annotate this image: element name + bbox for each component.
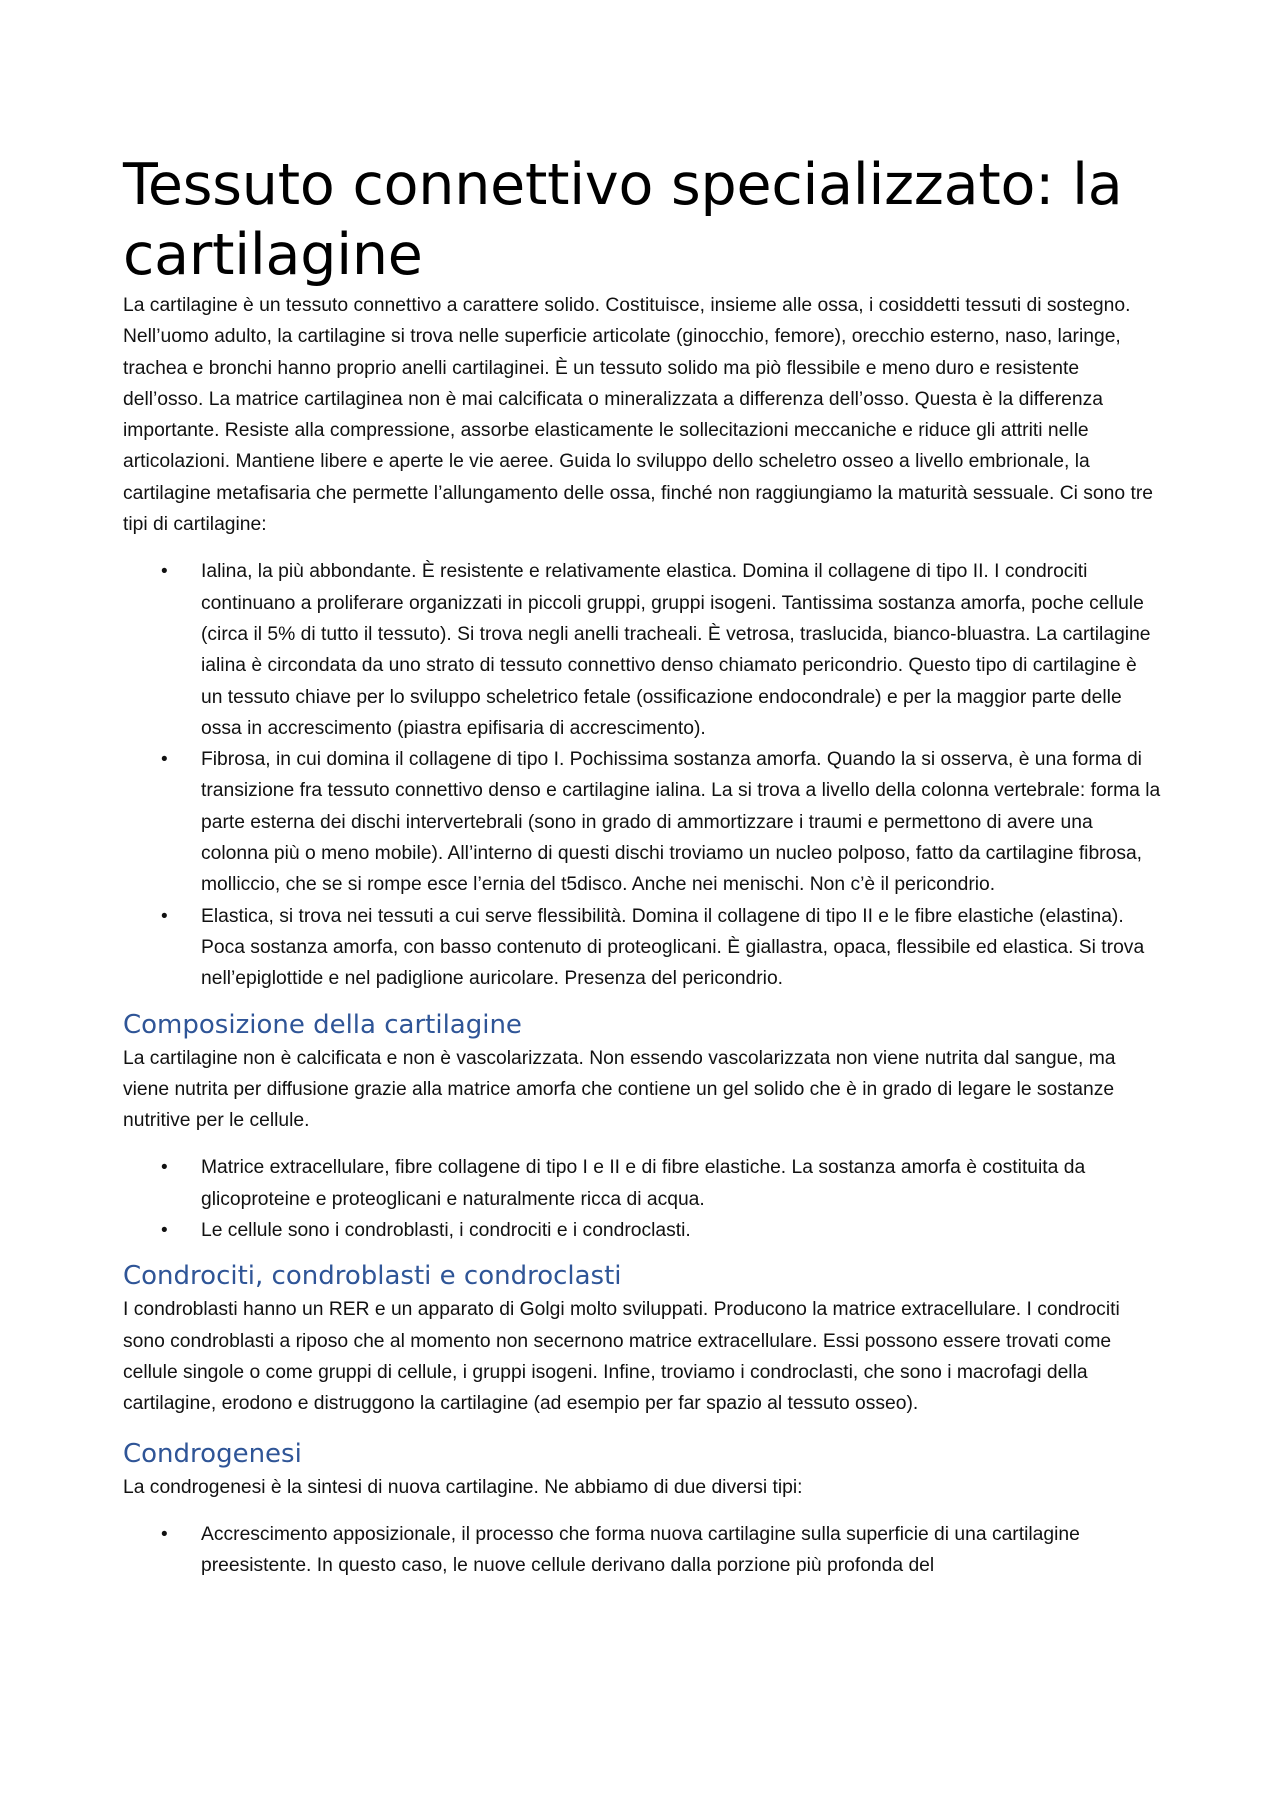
- list-item: [123, 556, 1163, 744]
- list-item: [123, 744, 1163, 900]
- bullet-icon: •: [161, 561, 168, 583]
- list-item: [123, 1152, 1163, 1215]
- list-item: [123, 1519, 1163, 1582]
- cartilage-types-list: [123, 556, 1163, 994]
- cells-paragraph: I condroblasti hanno un RER e un apparato di Golgi molto sviluppati. Producono la matrice extracellulare. I condrociti sono condroblasti a riposo che al momento non secernono matrice extracellulare. Essi possono essere trovati come cellule singole o come gruppi di cellule, i gruppi isogeni. Infine, troviamo i condroclasti, che sono i macrofagi della cartilagine, erodono e distruggono la cartilagine (ad esempio per far spazio al tessuto osseo).: [123, 1299, 1120, 1415]
- list-item-text: Elastica, si trova nei tessuti a cui serve flessibilità. Domina il collagene di tipo II e le fibre elastiche (elastina). Poca sostanza amorfa, con basso contenuto di proteoglicani. È giallastra, opaca, flessibile ed elastica. Si trova nell’epiglottide e nel padiglione auricolare. Presenza del pericondrio.: [201, 905, 1145, 990]
- page-title: Tessuto connettivo specializzato: la cartilagine: [123, 152, 1123, 288]
- intro-paragraph: La cartilagine è un tessuto connettivo a carattere solido. Costituisce, insieme alle ossa, i cosiddetti tessuti di sostegno. Nell’uomo adulto, la cartilagine si trova nelle superficie articolate (ginocchio, femore), orecchio esterno, naso, laringe, trachea e bronchi hanno proprio anelli cartilaginei. È un tessuto solido ma piò flessibile e meno duro e resistente dell’osso. La matrice cartilaginea non è mai calcificata o mineralizzata a differenza dell’osso. Questa è la differenza importante. Resiste alla compressione, assorbe elasticamente le sollecitazioni meccaniche e riduce gli attriti nelle articolazioni. Mantiene libere e aperte le vie aeree. Guida lo sviluppo dello scheletro osseo a livello embrionale, la cartilagine metafisaria che permette l’allungamento delle ossa, finché non raggiungiamo la maturità sessuale. Ci sono tre tipi di cartilagine:: [123, 295, 1153, 536]
- document-content: [123, 150, 1163, 1593]
- section-heading-cells: Condrociti, condroblasti e condroclasti: [123, 1261, 622, 1292]
- section-heading-composition: Composizione della cartilagine: [123, 1009, 522, 1040]
- composition-list: [123, 1152, 1163, 1246]
- section-heading-chondrogenesis: Condrogenesi: [123, 1438, 302, 1469]
- list-item: [123, 901, 1163, 995]
- list-item-text: Matrice extracellulare, fibre collagene di tipo I e II e di fibre elastiche. La sostanza amorfa è costituita da glicoproteine e proteoglicani e naturalmente ricca di acqua.: [201, 1157, 1086, 1210]
- composition-paragraph: La cartilagine non è calcificata e non è vascolarizzata. Non essendo vascolarizzata non viene nutrita dal sangue, ma viene nutrita per diffusione grazie alla matrice amorfa che contiene un gel solido che è in grado di legare le sostanze nutritive per le cellule.: [123, 1047, 1116, 1132]
- list-item-text: Accrescimento apposizionale, il processo che forma nuova cartilagine sulla superficie di una cartilagine preesistente. In questo caso, le nuove cellule derivano dalla porzione più profonda del: [201, 1523, 1080, 1577]
- bullet-icon: •: [161, 1220, 168, 1242]
- bullet-icon: •: [161, 1523, 168, 1545]
- bullet-icon: •: [161, 1157, 168, 1179]
- chondrogenesis-paragraph: La condrogenesi è la sintesi di nuova cartilagine. Ne abbiamo di due diversi tipi:: [123, 1476, 803, 1498]
- chondrogenesis-list: [123, 1519, 1163, 1582]
- list-item-text: Ialina, la più abbondante. È resistente e relativamente elastica. Domina il collagene di tipo II. I condrociti continuano a proliferare organizzati in piccoli gruppi, gruppi isogeni. Tantissima sostanza amorfa, poche cellule (circa il 5% di tutto il tessuto). Si trova negli anelli tracheali. È vetrosa, traslucida, bianco-bluastra. La cartilagine ialina è circondata da uno strato di tessuto connettivo denso chiamato pericondrio. Questo tipo di cartilagine è un tessuto chiave per lo sviluppo scheletrico fetale (ossificazione endocondrale) e per la maggior parte delle ossa in accrescimento (piastra epifisaria di accrescimento).: [201, 561, 1151, 739]
- list-item-text: Fibrosa, in cui domina il collagene di tipo I. Pochissima sostanza amorfa. Quando la si osserva, è una forma di transizione fra tessuto connettivo denso e cartilagine ialina. La si trova a livello della colonna vertebrale: forma la parte esterna dei dischi intervertebrali (sono in grado di ammortizzare i traumi e permettono di avere una colonna più o meno mobile). All’interno di questi dischi troviamo un nucleo polposo, fatto da cartilagine fibrosa, molliccio, che se si rompe esce l’ernia del t5disco. Anche nei menischi. Non c’è il pericondrio.: [201, 749, 1161, 896]
- bullet-icon: •: [161, 905, 168, 927]
- list-item-text: Le cellule sono i condroblasti, i condrociti e i condroclasti.: [201, 1220, 691, 1242]
- list-item: [123, 1215, 1163, 1246]
- bullet-icon: •: [161, 749, 168, 771]
